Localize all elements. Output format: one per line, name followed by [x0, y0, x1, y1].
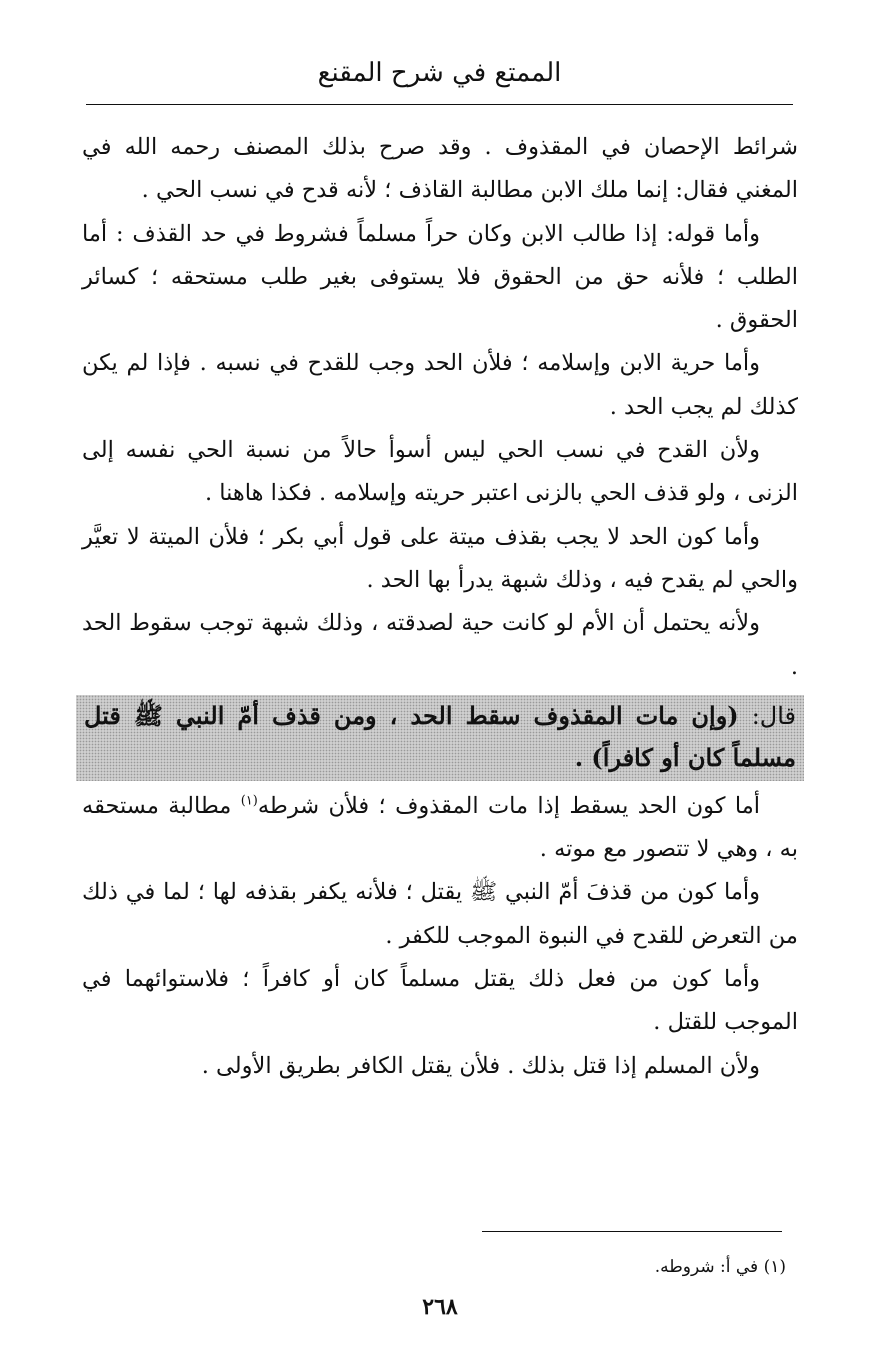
page-number: ٢٦٨: [422, 1294, 458, 1320]
paragraph-1: شرائط الإحصان في المقذوف . وقد صرح بذلك المصنف رحمه الله في المغني فقال: إنما ملك الابن مطالبة القاذف ؛ لأنه قدح في نسب الحي .: [82, 134, 798, 204]
footnote-rule: [482, 1231, 782, 1232]
paragraph-10: ولأن المسلم إذا قتل بذلك . فلأن يقتل الكافر بطريق الأولى .: [201, 1052, 760, 1079]
paragraph-7: [82, 785, 798, 872]
paragraph-3: وأما حرية الابن وإسلامه ؛ فلأن الحد وجب للقدح في نسبه . فإذا لم يكن كذلك لم يجب الحد .: [82, 350, 798, 420]
footnote-reference[interactable]: (١): [240, 793, 258, 809]
paragraph-4: ولأن القدح في نسب الحي ليس أسوأ حالاً من نسبة الحي نفسه إلى الزنى ، ولو قذف الحي بالزنى اعتبر حريته وإسلامه . فكذا هاهنا .: [82, 437, 798, 507]
quote-label: قال:: [751, 701, 796, 730]
quote-text: (وإن مات المقذوف سقط الحد ، ومن قذف أمّ النبي ﷺ قتل مسلماً كان أو كافراً) .: [84, 700, 796, 772]
main-text: [82, 126, 798, 1088]
matn-quote-block: [76, 695, 804, 781]
paragraph-8: وأما كون من قذفَ أمّ النبي ﷺ يقتل ؛ فلأنه يكفر بقذفه لها ؛ لما في ذلك من التعرض للقدح في النبوة الموجب للكفر .: [82, 879, 798, 949]
running-title: الممتع في شرح المقنع: [317, 58, 562, 88]
paragraph-7-start: أما كون الحد يسقط إذا مات المقذوف ؛ فلأن شرطه: [257, 792, 760, 819]
paragraph-9: وأما كون من فعل ذلك يقتل مسلماً كان أو كافراً ؛ فلاستوائهما في الموجب للقتل .: [82, 966, 798, 1036]
paragraph-2: وأما قوله: إذا طالب الابن وكان حراً مسلماً فشروط في حد القذف : أما الطلب ؛ فلأنه حق من الحقوق فلا يستوفى بغير طلب مستحقه ؛ كسائر الحقوق .: [82, 220, 798, 334]
footnote: (١) في أ: شروطه.: [654, 1257, 786, 1277]
paragraph-7-end: مطالبة مستحقه به ، وهي لا تتصور مع موته .: [82, 792, 798, 863]
paragraph-6: ولأنه يحتمل أن الأم لو كانت حية لصدقته ، وذلك شبهة توجب سقوط الحد .: [82, 610, 798, 680]
paragraph-5: وأما كون الحد لا يجب بقذف ميتة على قول أبي بكر ؛ فلأن الميتة لا تعيَّر والحي لم يقدح فيه ، وذلك شبهة يدرأ بها الحد .: [82, 523, 798, 593]
header-rule: [86, 104, 793, 105]
